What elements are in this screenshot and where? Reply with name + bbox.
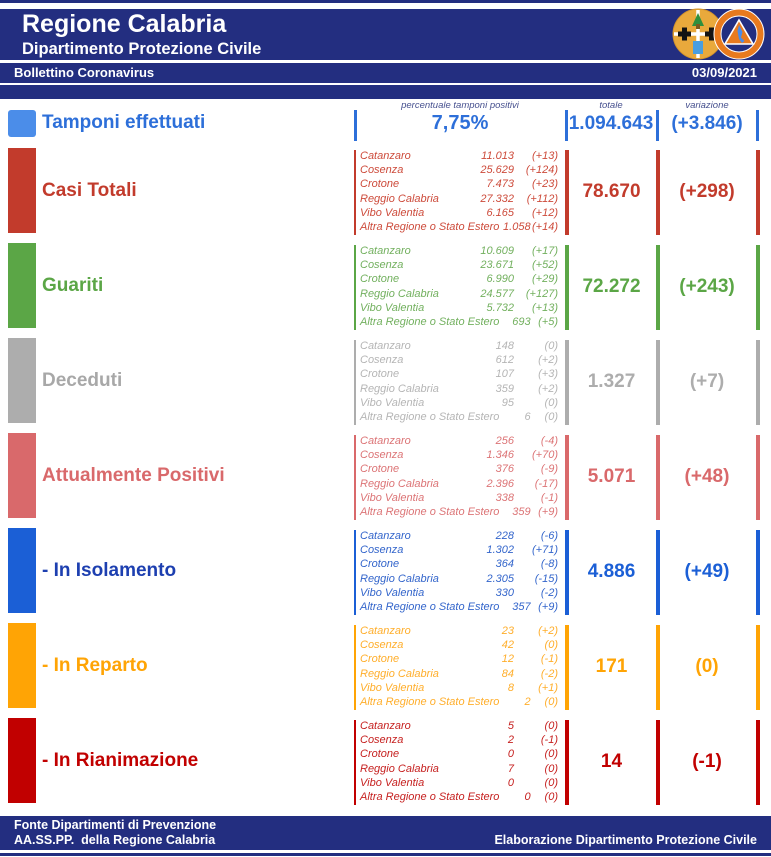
separator [354, 245, 356, 330]
province-variation: (0) [544, 762, 558, 775]
province-variation: (-9) [540, 463, 558, 476]
province-name: Altra Regione o Stato Estero [360, 316, 500, 329]
separator [756, 625, 760, 710]
province-name: Cosenza [360, 734, 404, 747]
province-breakdown [360, 339, 558, 424]
province-variation: (+23) [532, 178, 558, 191]
row-total: 72.272 [582, 276, 641, 297]
page-subtitle: Dipartimento Protezione Civile [22, 40, 262, 58]
province-variation: (-15) [534, 572, 558, 585]
province-line [360, 747, 558, 761]
province-value: 359 [495, 382, 514, 395]
province-line [360, 586, 558, 600]
province-line [360, 339, 558, 353]
province-name: Reggio Calabria [360, 287, 439, 300]
separator [756, 340, 760, 425]
row-deceduti [0, 333, 771, 428]
province-name: Vibo Valentia [360, 396, 425, 409]
province-line [360, 462, 558, 476]
province-variation: (+12) [532, 206, 558, 219]
province-variation: (-1) [540, 653, 558, 666]
province-value: 8 [507, 681, 514, 694]
row-variation: (+49) [684, 561, 730, 582]
province-variation: (0) [544, 748, 558, 761]
province-variation: (-2) [540, 586, 558, 599]
province-line [360, 529, 558, 543]
province-name: Catanzaro [360, 530, 411, 542]
province-line [360, 206, 558, 220]
row-color-bar [8, 243, 36, 328]
province-value: 42 [501, 639, 514, 652]
province-variation: (0) [544, 411, 558, 424]
province-breakdown [360, 529, 558, 614]
province-value: 256 [495, 435, 514, 447]
province-value: 24.577 [480, 287, 514, 300]
province-line [360, 505, 558, 519]
province-value: 148 [495, 340, 514, 352]
province-name: Altra Regione o Stato Estero [360, 791, 500, 804]
province-value: 10.609 [480, 245, 514, 257]
province-variation: (+9) [538, 601, 558, 614]
province-line [360, 638, 558, 652]
row-total: 4.886 [587, 561, 636, 582]
province-name: Catanzaro [360, 625, 411, 637]
province-name: Crotone [360, 368, 400, 381]
province-value: 6.990 [486, 273, 514, 286]
province-name: Vibo Valentia [360, 301, 425, 314]
province-variation: (+5) [538, 316, 558, 329]
province-value: 11.013 [481, 150, 514, 162]
province-name: Vibo Valentia [360, 776, 425, 789]
province-value: 1.302 [486, 544, 514, 557]
row-guariti [0, 238, 771, 333]
row-label: - In Rianimazione [42, 750, 199, 771]
province-line [360, 434, 558, 448]
column-header-percent: percentuale tamponi positivi [401, 100, 519, 111]
province-line [360, 652, 558, 666]
province-line [360, 163, 558, 177]
province-variation: (+3) [538, 368, 558, 381]
province-variation: (0) [544, 639, 558, 652]
province-variation: (0) [544, 340, 558, 352]
province-line [360, 776, 558, 790]
row-color-bar [8, 623, 36, 708]
row-label: Tamponi effettuati [42, 112, 206, 133]
province-line [360, 733, 558, 747]
province-line [360, 572, 558, 586]
province-name: Catanzaro [360, 150, 411, 162]
province-line [360, 396, 558, 410]
separator [354, 340, 356, 425]
province-variation: (0) [544, 791, 558, 804]
province-line [360, 667, 558, 681]
province-variation: (0) [544, 396, 558, 409]
province-value: 23 [501, 625, 514, 637]
province-variation: (+13) [532, 150, 558, 162]
province-name: Altra Regione o Stato Estero [360, 221, 500, 234]
province-name: Reggio Calabria [360, 762, 439, 775]
province-line [360, 491, 558, 505]
province-variation: (0) [544, 720, 558, 732]
row-total: 78.670 [582, 181, 641, 202]
column-header-variation: variazione [685, 100, 729, 111]
province-value: 84 [501, 667, 514, 680]
province-name: Crotone [360, 748, 400, 761]
province-value: 95 [501, 396, 514, 409]
province-variation: (0) [544, 776, 558, 789]
province-value: 2 [524, 696, 531, 709]
province-name: Vibo Valentia [360, 491, 425, 504]
row-variation: (+298) [679, 181, 735, 202]
province-variation: (+9) [538, 506, 558, 519]
province-name: Reggio Calabria [360, 667, 439, 680]
province-line [360, 258, 558, 272]
province-line [360, 301, 558, 315]
separator [354, 530, 356, 615]
province-line [360, 624, 558, 638]
province-value: 25.629 [480, 164, 514, 177]
province-value: 6.165 [486, 206, 514, 219]
province-value: 2.396 [486, 477, 514, 490]
province-name: Cosenza [360, 164, 404, 177]
province-variation: (+127) [525, 287, 558, 300]
column-header-total: totale [599, 100, 623, 111]
province-variation: (-8) [540, 558, 558, 571]
bulletin-title: Bollettino Coronavirus [14, 65, 155, 80]
row-variation: (+7) [689, 371, 725, 392]
province-line [360, 448, 558, 462]
separator [354, 625, 356, 710]
province-value: 6 [524, 411, 531, 424]
province-value: 376 [495, 463, 514, 476]
province-line [360, 600, 558, 614]
row-label: Deceduti [42, 370, 123, 391]
province-name: Altra Regione o Stato Estero [360, 411, 500, 424]
province-value: 1.346 [486, 449, 514, 462]
row-variation: (+243) [679, 276, 735, 297]
province-name: Reggio Calabria [360, 192, 439, 205]
province-name: Crotone [360, 463, 400, 476]
province-value: 7 [507, 762, 514, 775]
province-variation: (+14) [532, 221, 558, 234]
row-in-rianimazione [0, 713, 771, 808]
province-name: Vibo Valentia [360, 681, 425, 694]
separator [756, 435, 760, 520]
province-name: Cosenza [360, 639, 404, 652]
province-value: 0 [507, 776, 514, 789]
separator [354, 720, 356, 805]
province-value: 357 [512, 601, 531, 614]
province-value: 27.332 [480, 192, 514, 205]
province-breakdown [360, 719, 558, 804]
province-variation: (+112) [526, 192, 558, 205]
province-line [360, 192, 558, 206]
province-line [360, 287, 558, 301]
province-variation: (+17) [532, 245, 558, 257]
row-variation: (+48) [684, 466, 730, 487]
province-value: 1.058 [503, 221, 531, 234]
province-breakdown [360, 149, 558, 234]
province-name: Reggio Calabria [360, 572, 439, 585]
province-breakdown [360, 244, 558, 329]
province-variation: (0) [544, 696, 558, 709]
province-value: 0 [507, 748, 514, 761]
province-name: Catanzaro [360, 245, 411, 257]
footer [0, 816, 771, 850]
province-breakdown [360, 624, 558, 709]
row-color-bar [8, 528, 36, 613]
province-value: 338 [495, 491, 514, 504]
province-name: Catanzaro [360, 435, 411, 447]
row-label: Casi Totali [42, 180, 137, 201]
row-color-bar [8, 433, 36, 518]
row-color-bar [8, 718, 36, 803]
page-title: Regione Calabria [22, 10, 227, 38]
footer-source-line1: Fonte Dipartimenti di Prevenzione [14, 818, 217, 832]
province-variation: (+2) [538, 625, 558, 637]
province-value: 0 [524, 791, 531, 804]
bulletin-date: 03/09/2021 [691, 65, 757, 80]
province-line [360, 244, 558, 258]
province-name: Altra Regione o Stato Estero [360, 601, 500, 614]
province-variation: (+2) [538, 382, 558, 395]
province-variation: (+70) [532, 449, 558, 462]
province-value: 693 [512, 316, 531, 329]
province-name: Vibo Valentia [360, 206, 425, 219]
province-variation: (+52) [532, 259, 558, 272]
province-value: 364 [495, 558, 514, 571]
province-line [360, 719, 558, 733]
province-line [360, 367, 558, 381]
row-label: Attualmente Positivi [42, 465, 225, 486]
row-total: 5.071 [587, 466, 636, 487]
tamponi-total: 1.094.643 [568, 113, 654, 134]
province-variation: (-2) [540, 667, 558, 680]
province-variation: (-17) [534, 477, 558, 490]
province-value: 228 [495, 530, 514, 542]
province-value: 2.305 [486, 572, 514, 585]
province-variation: (-1) [540, 491, 558, 504]
row-color-bar [8, 338, 36, 423]
province-name: Crotone [360, 178, 400, 191]
footer-elaboration: Elaborazione Dipartimento Protezione Civile [494, 833, 757, 847]
row-in-reparto [0, 618, 771, 713]
province-value: 612 [495, 354, 514, 367]
row-label: Guariti [42, 275, 104, 296]
province-line [360, 477, 558, 491]
separator [354, 435, 356, 520]
province-line [360, 382, 558, 396]
province-line [360, 272, 558, 286]
province-line [360, 410, 558, 424]
province-name: Reggio Calabria [360, 477, 439, 490]
province-value: 12 [501, 653, 514, 666]
footer-source-line2: AA.SS.PP. della Regione Calabria [14, 833, 216, 847]
province-name: Catanzaro [360, 340, 411, 352]
province-variation: (+124) [525, 164, 558, 177]
province-variation: (+71) [532, 544, 558, 557]
tamponi-variation: (+3.846) [671, 113, 743, 134]
province-variation: (+2) [538, 354, 558, 367]
province-name: Crotone [360, 558, 400, 571]
row-total: 171 [595, 656, 628, 677]
province-line [360, 790, 558, 804]
province-name: Cosenza [360, 449, 404, 462]
province-variation: (+29) [532, 273, 558, 286]
province-breakdown [360, 434, 558, 519]
province-line [360, 353, 558, 367]
province-name: Crotone [360, 273, 400, 286]
province-value: 7.473 [486, 178, 514, 191]
row-variation: (-1) [692, 751, 722, 772]
province-name: Cosenza [360, 259, 404, 272]
separator [756, 245, 760, 330]
tamponi-percent: 7,75% [431, 112, 489, 134]
row-total: 14 [600, 751, 623, 772]
province-value: 5 [507, 720, 514, 732]
province-line [360, 557, 558, 571]
province-name: Altra Regione o Stato Estero [360, 696, 500, 709]
province-name: Vibo Valentia [360, 586, 425, 599]
row-in-isolamento [0, 523, 771, 618]
province-name: Crotone [360, 653, 400, 666]
province-variation: (-4) [540, 435, 558, 447]
province-value: 2 [507, 734, 514, 747]
province-variation: (+1) [538, 681, 558, 694]
province-line [360, 315, 558, 329]
province-line [360, 177, 558, 191]
province-name: Cosenza [360, 544, 404, 557]
province-line [360, 762, 558, 776]
row-total: 1.327 [587, 371, 636, 392]
province-value: 5.732 [486, 301, 514, 314]
separator [756, 720, 760, 805]
province-value: 330 [495, 586, 514, 599]
province-name: Reggio Calabria [360, 382, 439, 395]
separator [756, 150, 760, 235]
province-variation: (-1) [540, 734, 558, 747]
separator [354, 150, 356, 235]
province-line [360, 149, 558, 163]
bottom-divider [0, 853, 771, 856]
province-name: Catanzaro [360, 720, 411, 732]
province-name: Cosenza [360, 354, 404, 367]
row-color-bar [8, 148, 36, 233]
row-attualmente-positivi [0, 428, 771, 523]
province-variation: (-6) [540, 530, 558, 542]
row-label: - In Isolamento [42, 560, 177, 581]
province-value: 359 [512, 506, 531, 519]
row-variation: (0) [695, 656, 719, 677]
separator [756, 530, 760, 615]
province-variation: (+13) [532, 301, 558, 314]
province-value: 23.671 [480, 259, 514, 272]
province-value: 107 [495, 368, 514, 381]
row-casi-totali [0, 143, 771, 238]
province-line [360, 543, 558, 557]
province-line [360, 220, 558, 234]
row-label: - In Reparto [42, 655, 148, 676]
province-line [360, 695, 558, 709]
province-line [360, 681, 558, 695]
province-name: Altra Regione o Stato Estero [360, 506, 500, 519]
